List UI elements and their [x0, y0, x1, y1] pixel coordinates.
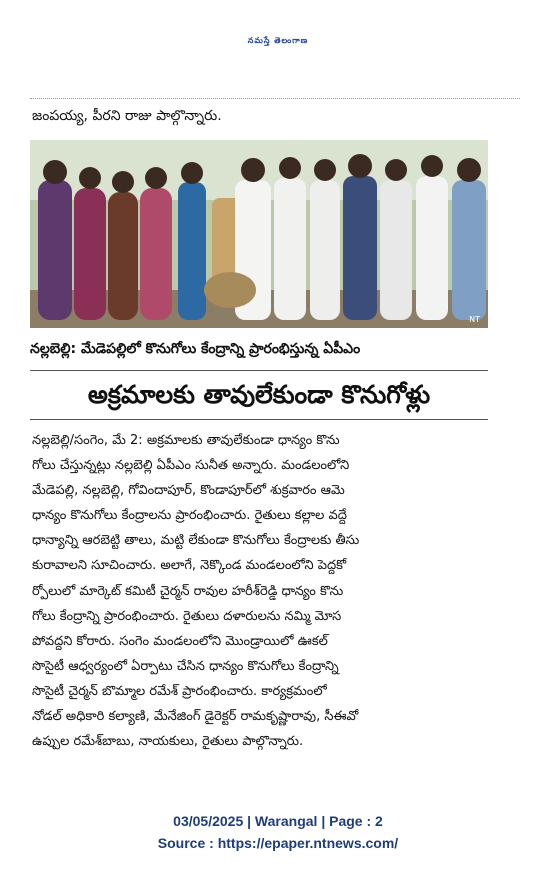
- news-photo: [30, 140, 488, 328]
- photo-caption: నల్లబెల్లి: మేడెపల్లిలో కొనుగోలు కేంద్రాన్ని ప్రారంభిస్తున్న ఏపీఎం: [30, 341, 361, 357]
- divider: [30, 98, 520, 99]
- article-line: నోడల్ అధికారి కల్యాణి, మేనేజింగ్ డైరెక్టర్ రామకృష్ణారావు, సీఈవో: [32, 709, 359, 725]
- article-line: గోలు చేస్తున్నట్లు నల్లబెల్లి ఏపీఎం సునీత అన్నారు. మండలంలోని: [32, 458, 350, 474]
- article-line: కురావాలని సూచించారు. అలాగే, నెక్కొండ మండలంలోని పెద్దకో: [32, 558, 347, 574]
- photo-illustration: [30, 140, 488, 328]
- article-line: గోలు కేంద్రాన్ని ప్రారంభించారు. రైతులు దళారులను నమ్మి మోస: [32, 608, 342, 624]
- article-line: మేడెపల్లి, నల్లబెల్లి, గోవిందాపూర్, కొండాపూర్‌లో శుక్రవారం ఆమె: [32, 483, 345, 499]
- masthead: [0, 0, 556, 88]
- article-line: నల్లబెల్లి/సంగెం, మే 2: అక్రమాలకు తావులేకుండా ధాన్యం కొను: [32, 433, 340, 448]
- article-headline: అక్రమాలకు తావులేకుండా కొనుగోళ్లు: [87, 380, 431, 409]
- article-line: ధాన్యం కొనుగోలు కేంద్రాలను ప్రారంభించారు. రైతులు కల్లాల వద్దే: [32, 508, 347, 524]
- article-line: ఉప్పుల రమేశ్‌బాబు, నాయకులు, రైతులు పాల్గొన్నారు.: [32, 734, 304, 750]
- headline-box: [30, 370, 488, 420]
- source-link[interactable]: Source : https://epaper.ntnews.com/: [157, 835, 399, 851]
- photo-watermark: NT: [469, 315, 480, 324]
- article-line: ధాన్యాన్ని ఆరబెట్టి తాలు, మట్టి లేకుండా కొనుగోలు కేంద్రాలకు తీసు: [32, 533, 360, 549]
- article-body: [32, 428, 490, 754]
- footer: [0, 810, 556, 854]
- article-line: సొసైటీ చైర్మన్ బొమ్మాల రమేశ్ ప్రారంభించారు. కార్యక్రమంలో: [32, 683, 327, 699]
- newspaper-logo: నమస్తే తెలంగాణ: [247, 36, 309, 45]
- article-line: ర్పోలులో మార్కెట్ కమిటీ చైర్మన్ రావుల హరీశ్‌రెడ్డి ధాన్యం కొను: [32, 583, 344, 599]
- article-line: పోవద్దని కోరారు. సంగెం మండలంలోని మొండ్రాయిలో ఊకల్: [32, 633, 328, 649]
- article-line: సొసైటీ ఆధ్వర్యంలో ఏర్పాటు చేసిన ధాన్యం కొనుగోలు కేంద్రాన్ని: [32, 658, 339, 674]
- edition-info: 03/05/2025 | Warangal | Page : 2: [173, 813, 383, 829]
- continued-text-line: జంపయ్య, పీరని రాజు పాల్గొన్నారు.: [32, 108, 222, 124]
